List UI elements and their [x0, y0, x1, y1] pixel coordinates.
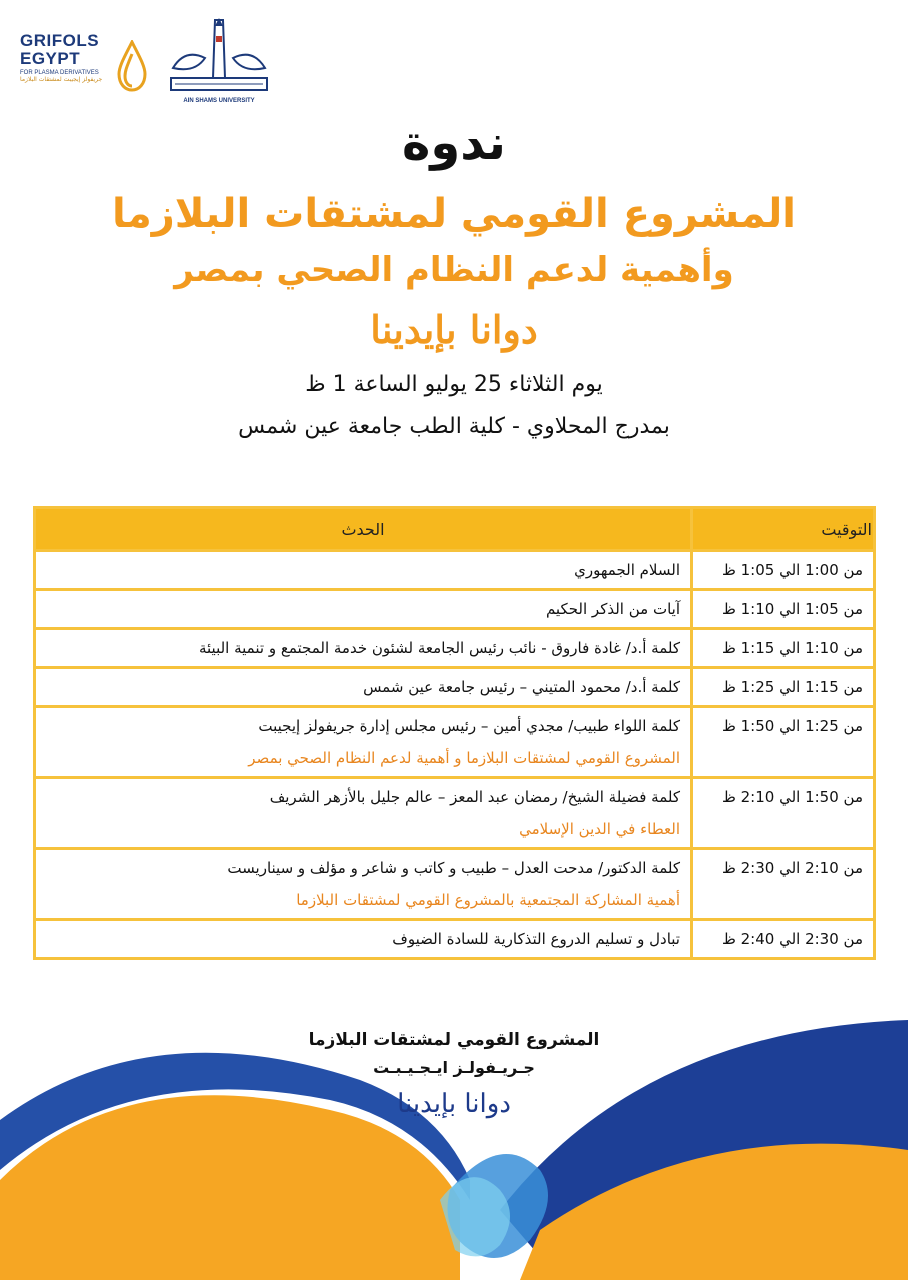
schedule-header-row: [35, 508, 875, 551]
event-type: ندوة: [402, 115, 506, 171]
grifols-logo-line2: EGYPT: [20, 49, 81, 68]
column-header-time: التوقيت: [692, 508, 875, 551]
event-text: السلام الجمهوري: [574, 561, 680, 579]
row-time: من 1:15 الي 1:25 ظ: [692, 668, 875, 707]
table-row: [35, 551, 875, 590]
event-header: [0, 112, 908, 448]
grifols-tagline: FOR PLASMA DERIVATIVES: [20, 70, 99, 76]
event-text: آيات من الذكر الحكيم: [545, 600, 680, 618]
event-datetime: يوم الثلاثاء 25 يوليو الساعة 1 ظ: [305, 372, 603, 397]
row-time: من 1:05 الي 1:10 ظ: [692, 590, 875, 629]
footer-company-name: جـريـفولـز ايـجـيـبـت: [373, 1058, 535, 1077]
table-row: [35, 668, 875, 707]
footer-slogan: دوانا بإيدينا: [397, 1089, 511, 1119]
row-event: [35, 849, 692, 920]
row-time: من 1:00 الي 1:05 ظ: [692, 551, 875, 590]
event-title: المشروع القومي لمشتقات البلازما: [111, 191, 797, 237]
footer-project-name: المشروع القومي لمشتقات البلازما: [308, 1030, 600, 1050]
event-text: كلمة اللواء طبيب/ مجدي أمين – رئيس مجلس إدارة جريفولز إيجيبت: [258, 717, 680, 735]
row-event: [35, 920, 692, 959]
event-text: كلمة أ.د/ محمود المتيني – رئيس جامعة عين شمس: [363, 678, 680, 696]
row-event: [35, 668, 692, 707]
event-topic: المشروع القومي لمشتقات البلازما و أهمية لدعم النظام الصحي بمصر: [248, 749, 680, 767]
event-text: كلمة فضيلة الشيخ/ رمضان عبد المعز – عالم جليل بالأزهر الشريف: [269, 788, 680, 806]
table-row: [35, 629, 875, 668]
plasma-drop-icon: [115, 40, 149, 92]
row-time: من 2:30 الي 2:40 ظ: [692, 920, 875, 959]
row-event: [35, 551, 692, 590]
row-time: من 1:25 الي 1:50 ظ: [692, 707, 875, 778]
event-subtitle: وأهمية لدعم النظام الصحي بمصر: [174, 250, 734, 290]
logos: [20, 18, 280, 108]
row-time: من 1:50 الي 2:10 ظ: [692, 778, 875, 849]
table-row: [35, 849, 875, 920]
row-event: [35, 778, 692, 849]
grifols-arabic-tagline: جريفولز إيجيبت لمشتقات البلازما: [20, 76, 103, 83]
row-event: [35, 590, 692, 629]
event-location: بمدرج المحلاوي - كلية الطب جامعة عين شمس: [238, 414, 670, 439]
row-time: من 2:10 الي 2:30 ظ: [692, 849, 875, 920]
university-name-label: AIN SHAMS UNIVERSITY: [183, 98, 255, 104]
event-text: كلمة أ.د/ غادة فاروق - نائب رئيس الجامعة لشئون خدمة المجتمع و تنمية البيئة: [198, 639, 680, 657]
table-row: [35, 707, 875, 778]
table-row: [35, 590, 875, 629]
column-header-event: الحدث: [35, 508, 692, 551]
footer: [0, 1026, 908, 1126]
event-text: تبادل و تسليم الدروع التذكارية للسادة الضيوف: [392, 930, 680, 948]
event-topic: العطاء في الدين الإسلامي: [519, 820, 680, 838]
table-row: [35, 920, 875, 959]
schedule-table: [33, 506, 876, 960]
event-text: كلمة الدكتور/ مدحت العدل – طبيب و كاتب و شاعر و مؤلف و سيناريست: [227, 859, 680, 877]
row-event: [35, 707, 692, 778]
event-slogan: دوانا بإيدينا: [370, 307, 538, 352]
table-row: [35, 778, 875, 849]
row-time: من 1:10 الي 1:15 ظ: [692, 629, 875, 668]
grifols-logo-line1: GRIFOLS: [20, 31, 100, 50]
event-topic: أهمية المشاركة المجتمعية بالمشروع القومي لمشتقات البلازما: [296, 891, 680, 909]
row-event: [35, 629, 692, 668]
ain-shams-university-logo: [165, 18, 273, 104]
university-crest-icon: [165, 18, 273, 96]
grifols-logo: [20, 32, 160, 102]
